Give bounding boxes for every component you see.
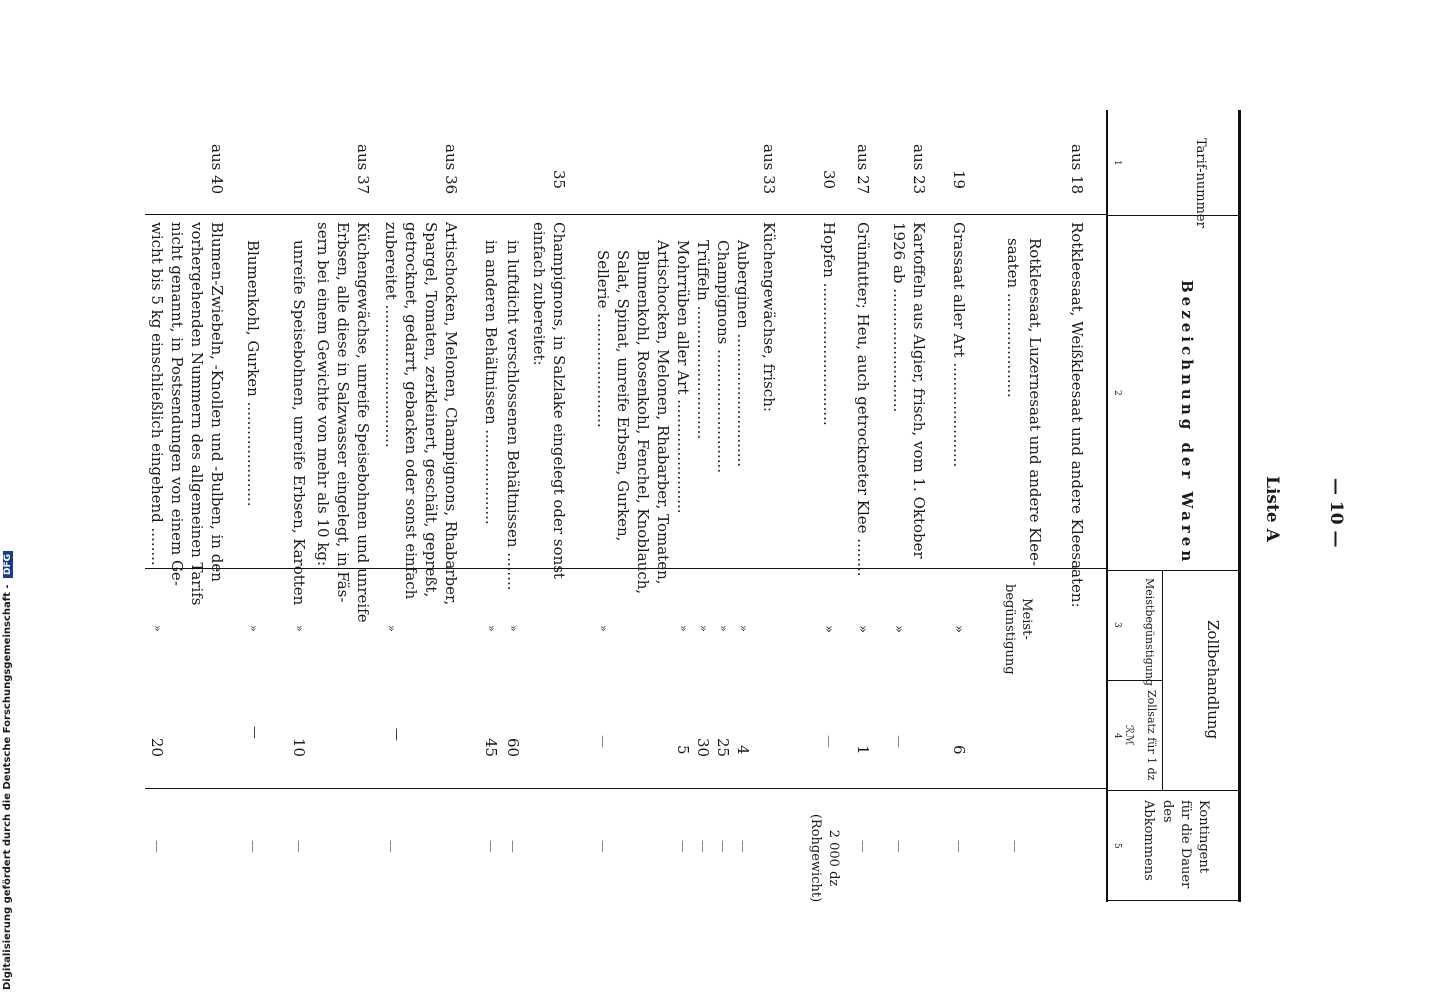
row-meist: » — [597, 625, 610, 632]
header-bottom-rule — [1106, 110, 1108, 902]
row-text: Champignons .......................... — [714, 240, 732, 474]
row-text-cont2: Salat, Spinat, unreife Erbsen, Gurken, — [614, 250, 632, 542]
row-meist: » — [247, 625, 260, 632]
row-kont: — — [149, 840, 164, 853]
row-text: Champignons, in Salzlake eingelegt oder sonst — [550, 222, 568, 579]
row-zoll: 10 — [290, 738, 308, 758]
row-tarif: aus 40 — [208, 144, 226, 195]
row-text: Artischocken, Melonen, Rhabarber, Tomaten, — [654, 240, 672, 585]
row-text: Rotkleesaat, Luzernesaat und andere Klee- — [1026, 238, 1044, 567]
row-kont: — — [695, 840, 710, 853]
row-text-cont3: wicht bis 5 kg einschließlich eingehend ........ — [148, 222, 166, 566]
col-number-3: 3 — [1112, 622, 1122, 628]
row-meist: » — [737, 625, 750, 632]
row-tarif: aus 23 — [910, 144, 928, 195]
row-zoll: 6 — [950, 745, 968, 755]
row-meist: » — [507, 625, 520, 632]
row-meist: » — [293, 625, 306, 632]
row-zoll: 60 — [504, 738, 522, 758]
header-unit: ℛℳ — [1123, 725, 1136, 746]
header-kontingent: Kontingent für die Dauer des Abkommens — [1141, 800, 1211, 889]
header-zollbehandlung: Zollbehandlung — [1204, 620, 1222, 740]
row-text: Blumen-Zwiebeln, -Knollen und -Bulben, in den — [208, 222, 226, 582]
body-col-rule-1 — [145, 214, 1106, 215]
row-text: Hopfen .............................. — [820, 222, 838, 426]
row-text: Blumenkohl, Gurken ...................... — [244, 240, 262, 507]
row-text-cont: saaten ...................... — [1004, 238, 1022, 398]
row-meist: » — [855, 625, 870, 633]
col-rule-1 — [1106, 215, 1240, 216]
row-kont: — — [245, 840, 260, 853]
row-kont: — — [291, 840, 306, 853]
dfg-logo: DFG — [3, 551, 13, 578]
footer-credit-text: Digitalisierung gefördert durch die Deutsche Forschungsgemeinschaft - — [2, 584, 13, 990]
row-text: Kartoffeln aus Algier, frisch, vom 1. Oktober — [910, 222, 928, 559]
footer-credit — [2, 553, 16, 990]
row-kont: — — [675, 840, 690, 853]
row-tarif: aus 37 — [354, 144, 372, 195]
row-zoll: 1 — [854, 745, 872, 755]
row-text-cont: Erbsen, alle diese in Salzwasser eingelegt, in Fäs- — [334, 222, 352, 603]
row-zoll: 20 — [148, 738, 166, 758]
body-col-rule-4 — [145, 788, 1106, 789]
row-zoll: 4 — [734, 745, 752, 755]
row-zoll: 30 — [694, 738, 712, 758]
row-meist: » — [697, 625, 710, 632]
row-meist: » — [677, 625, 690, 632]
header-tarif: Tarif-nummer — [1193, 138, 1208, 228]
row-text-cont: 1926 ab .......................... — [890, 222, 908, 413]
row-text-cont3: unreife Speisebohnen, unreife Erbsen, Karotten — [290, 240, 308, 606]
row-zoll: — — [821, 735, 836, 748]
header-bezeichnung: Bezeichnung der Waren — [1178, 280, 1196, 566]
page-number: — 10 — — [1326, 478, 1346, 548]
row-tarif: 30 — [820, 170, 838, 190]
row-meist: » — [821, 625, 836, 633]
row-zoll: 25 — [714, 738, 732, 758]
row-tarif: 35 — [550, 170, 568, 190]
row-zoll: 5 — [674, 745, 692, 755]
row-zoll: 45 — [482, 738, 500, 758]
row-tarif: aus 33 — [760, 144, 778, 195]
row-text: Mohrrüben aller Art ........................ — [674, 240, 692, 514]
col-number-4: 4 — [1112, 733, 1122, 739]
row-zoll: — — [389, 728, 404, 741]
row-kont: — — [735, 840, 750, 853]
row-meist: Meist- begünstigung — [1002, 584, 1034, 675]
row-meist: » — [891, 625, 906, 633]
row-text-cont: einfach zubereitet: — [530, 222, 548, 366]
row-text: Küchengewächse, unreife Speisebohnen und unreife — [354, 222, 372, 623]
row-meist: » — [151, 625, 164, 632]
row-kont: — — [383, 840, 398, 853]
row-text-cont3: Sellerie ........................ — [594, 250, 612, 428]
row-meist: » — [385, 625, 398, 632]
col-rule-2 — [1106, 570, 1240, 571]
row-text: Trüffeln ............................ — [694, 240, 712, 440]
row-text: in anderen Behältnissen .................... — [482, 240, 500, 525]
row-text-cont: Blumenkohl, Rosenkohl, Fenchel, Knoblauch, — [634, 250, 652, 595]
row-text-cont: vorhergehenden Nummern des allgemeinen Tarifs — [188, 222, 206, 606]
row-kont: — — [855, 840, 870, 853]
list-title: Liste A — [1262, 476, 1282, 542]
row-zoll: — — [595, 735, 610, 748]
row-text-cont2: nicht genannt, in Postsendungen von einem Ge- — [168, 222, 186, 586]
zoll-sub-rule — [1162, 570, 1163, 790]
row-text: in luftdicht verschlossenen Behältnissen ........ — [504, 240, 522, 591]
row-text: Küchengewächse, frisch: — [760, 222, 778, 412]
row-meist: » — [951, 625, 966, 633]
row-kont: — — [595, 840, 610, 853]
row-kont: — — [951, 840, 966, 853]
row-text-cont2: getrocknet, gedarrt, gebacken oder sonst einfach — [402, 222, 420, 600]
row-kont: 2 000 dz (Rohgewicht) — [807, 813, 841, 903]
row-text: Auberginen ............................ — [734, 240, 752, 468]
row-tarif: 19 — [950, 170, 968, 190]
row-zoll: — — [247, 726, 262, 739]
row-text-cont2: sern bei einem Gewichte von mehr als 10 kg: — [314, 222, 332, 567]
col-number-2: 2 — [1112, 390, 1122, 396]
row-kont: — — [505, 840, 520, 853]
col-rule-4 — [1106, 790, 1240, 791]
row-text: Grünfutter; Heu, auch getrockneter Klee ........ — [854, 222, 872, 577]
header-zollsatz: Zollsatz für 1 dz — [1145, 690, 1158, 781]
row-kont: — — [891, 840, 906, 853]
row-tarif: aus 36 — [442, 144, 460, 195]
row-text-cont3: zubereitet .............................. — [382, 222, 400, 448]
table-right-rule — [1106, 900, 1240, 901]
header-meist: Meistbegünstigung — [1143, 578, 1156, 686]
row-text: Grassaat aller Art ...................... — [950, 222, 968, 468]
row-meist: » — [485, 625, 498, 632]
row-kont: — — [1007, 840, 1022, 853]
row-text-cont: Spargel, Tomaten, zerkleinert, geschält, gepreßt, — [422, 222, 440, 598]
row-kont: — — [483, 840, 498, 853]
col-number-1: 1 — [1112, 160, 1122, 166]
row-text: Rotkleesaat, Weißkleesaat und andere Kleesaaten: — [1068, 222, 1086, 608]
row-tarif: aus 27 — [854, 144, 872, 195]
row-zoll: — — [891, 735, 906, 748]
table-top-rule — [1238, 110, 1241, 902]
col-number-5: 5 — [1112, 843, 1122, 849]
row-meist: » — [717, 625, 730, 632]
row-kont: — — [715, 840, 730, 853]
row-tarif: aus 18 — [1068, 144, 1086, 195]
row-text: Artischocken, Melonen, Champignons, Rhabarber, — [442, 222, 460, 606]
